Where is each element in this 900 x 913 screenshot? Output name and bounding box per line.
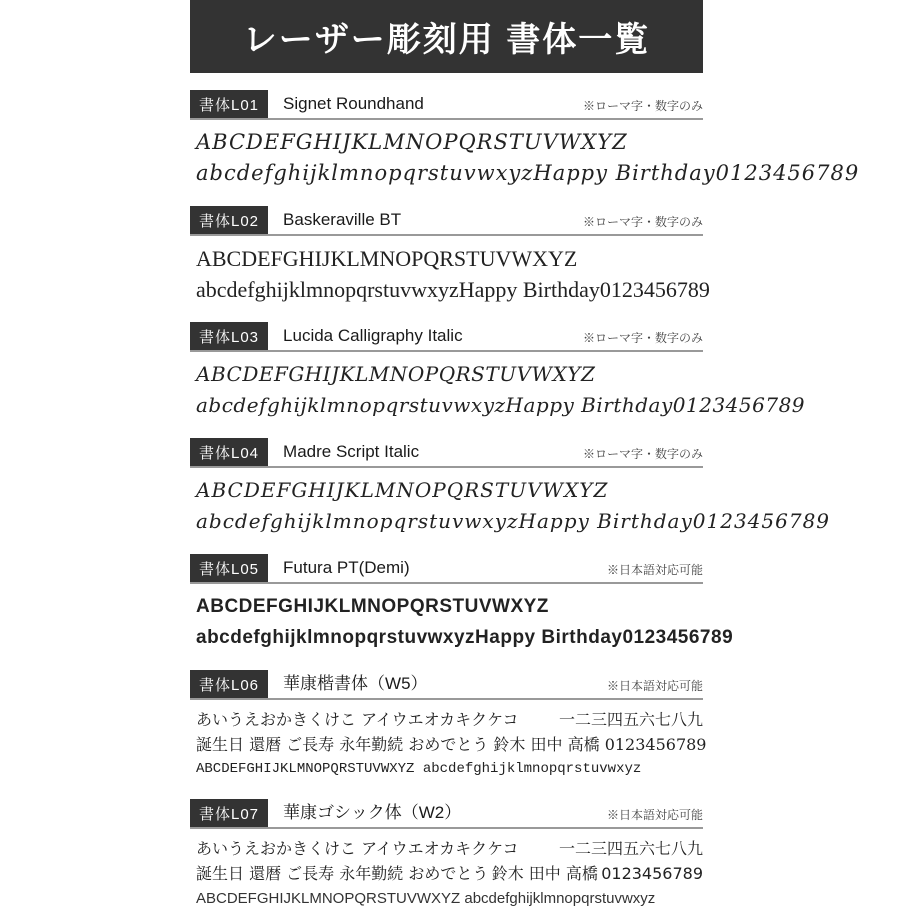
- sample-digits: 0123456789: [715, 161, 860, 185]
- section-header: [190, 208, 703, 236]
- section-header: [190, 92, 703, 120]
- section-header: [190, 801, 703, 829]
- font-support-note: ※日本語対応可能: [606, 808, 703, 822]
- sample-lowercase: abcdefghijklmnopqrstuvwxyz: [196, 393, 506, 417]
- sample-jp-phrases: 誕生日 還暦 ご長寿 永年勤続 おめでとう: [196, 864, 489, 883]
- font-sample-block: [196, 591, 734, 653]
- sample-digits: 0123456789: [622, 627, 734, 648]
- sample-uppercase: ABCDEFGHIJKLMNOPQRSTUVWXYZ: [196, 478, 609, 502]
- font-sample-block: [196, 359, 806, 421]
- font-support-note: ※日本語対応可能: [606, 679, 703, 693]
- sample-line-uppercase: [196, 127, 703, 158]
- font-sample-block: [196, 243, 710, 305]
- font-support-note: ※ローマ字・数字のみ: [582, 331, 703, 345]
- page-title: レーザー彫刻用 書体一覧: [190, 0, 703, 73]
- section-header: [190, 324, 703, 352]
- sample-line-uppercase: [196, 243, 703, 274]
- sample-line-uppercase: [196, 475, 703, 506]
- font-name: Madre Script Italic: [283, 442, 420, 461]
- sample-digits: 0123456789: [601, 864, 703, 883]
- sample-digits: 0123456789: [692, 509, 831, 533]
- font-label-badge: 書体L04: [190, 438, 268, 466]
- sample-lowercase: abcdefghijklmnopqrstuvwxyz: [196, 277, 459, 302]
- sample-line-mixed: [196, 274, 710, 305]
- sample-lowercase: abcdefghijklmnopqrstuvwxyz: [196, 161, 534, 185]
- sample-kana: あいうえおかきくけこ アイウエオカキクケコ: [196, 839, 519, 858]
- section-header: [190, 556, 703, 584]
- font-name: 華康ゴシック体（W2）: [283, 803, 462, 822]
- sample-line-mixed: [196, 158, 860, 189]
- font-list-sheet: [190, 0, 860, 913]
- sample-kana: あいうえおかきくけこ アイウエオカキクケコ: [196, 710, 519, 729]
- sample-line-latin: [196, 757, 703, 782]
- font-name: Lucida Calligraphy Italic: [283, 326, 463, 345]
- sample-line-latin: [196, 886, 703, 911]
- font-label-badge: 書体L03: [190, 322, 268, 350]
- font-section-l05: [190, 556, 734, 653]
- sample-uppercase: ABCDEFGHIJKLMNOPQRSTUVWXYZ: [196, 596, 549, 617]
- sample-phrase: Happy Birthday: [533, 161, 716, 185]
- font-sample-block: [196, 707, 707, 782]
- section-header: [190, 440, 703, 468]
- sample-phrase: Happy Birthday: [475, 627, 623, 648]
- sample-line-uppercase: [196, 359, 703, 390]
- font-section-l01: [190, 92, 860, 189]
- font-name: Futura PT(Demi): [283, 558, 410, 577]
- sample-kanji-numbers: 一二三四五六七八九: [558, 710, 703, 729]
- sample-phrase: Happy Birthday: [518, 509, 693, 533]
- sample-line-kana: [196, 707, 703, 732]
- sample-kanji-numbers: 一二三四五六七八九: [558, 839, 703, 858]
- font-label-badge: 書体L01: [190, 90, 268, 118]
- font-section-l06: [190, 672, 707, 782]
- font-support-note: ※日本語対応可能: [606, 563, 703, 577]
- sample-jp-names: 鈴木 田中 高橋: [491, 864, 598, 883]
- font-name: Baskeraville BT: [283, 210, 402, 229]
- sample-latin: ABCDEFGHIJKLMNOPQRSTUVWXYZ abcdefghijklmnopqrstuvwxyz: [196, 761, 642, 777]
- font-sample-block: [196, 475, 831, 537]
- font-sample-block: [196, 127, 860, 189]
- sample-line-mixed: [196, 390, 806, 421]
- font-section-l02: [190, 208, 710, 305]
- font-label-badge: 書体L06: [190, 670, 268, 698]
- sample-phrase: Happy Birthday: [458, 277, 600, 302]
- font-name: 華康楷書体（W5）: [283, 674, 428, 693]
- sample-line-kana: [196, 836, 703, 861]
- sample-digits: 0123456789: [672, 393, 806, 417]
- sample-jp-phrases: 誕生日 還暦 ご長寿 永年勤続 おめでとう 鈴木 田中 高橋 0123456789: [196, 735, 707, 754]
- sample-line-phrases: [196, 861, 703, 886]
- font-name: Signet Roundhand: [283, 94, 424, 113]
- sample-line-mixed: [196, 506, 831, 537]
- sample-uppercase: ABCDEFGHIJKLMNOPQRSTUVWXYZ: [196, 246, 578, 271]
- font-support-note: ※ローマ字・数字のみ: [582, 447, 703, 461]
- sample-line-mixed: [196, 622, 734, 653]
- sample-digits: 0123456789: [599, 277, 710, 302]
- sample-uppercase: ABCDEFGHIJKLMNOPQRSTUVWXYZ: [196, 130, 628, 154]
- font-label-badge: 書体L05: [190, 554, 268, 582]
- font-support-note: ※ローマ字・数字のみ: [582, 215, 703, 229]
- font-support-note: ※ローマ字・数字のみ: [582, 99, 703, 113]
- font-section-l07: [190, 801, 703, 911]
- sample-lowercase: abcdefghijklmnopqrstuvwxyz: [196, 509, 519, 533]
- sample-phrase: Happy Birthday: [505, 393, 673, 417]
- sample-line-uppercase: [196, 591, 703, 622]
- section-header: [190, 672, 703, 700]
- sample-line-phrases: [196, 732, 707, 757]
- sample-lowercase: abcdefghijklmnopqrstuvwxyz: [196, 627, 476, 648]
- sample-uppercase: ABCDEFGHIJKLMNOPQRSTUVWXYZ: [196, 362, 596, 386]
- sample-latin: ABCDEFGHIJKLMNOPQRSTUVWXYZ abcdefghijklmnopqrstuvwxyz: [196, 890, 656, 907]
- font-section-l04: [190, 440, 831, 537]
- font-label-badge: 書体L07: [190, 799, 268, 827]
- font-label-badge: 書体L02: [190, 206, 268, 234]
- font-section-l03: [190, 324, 806, 421]
